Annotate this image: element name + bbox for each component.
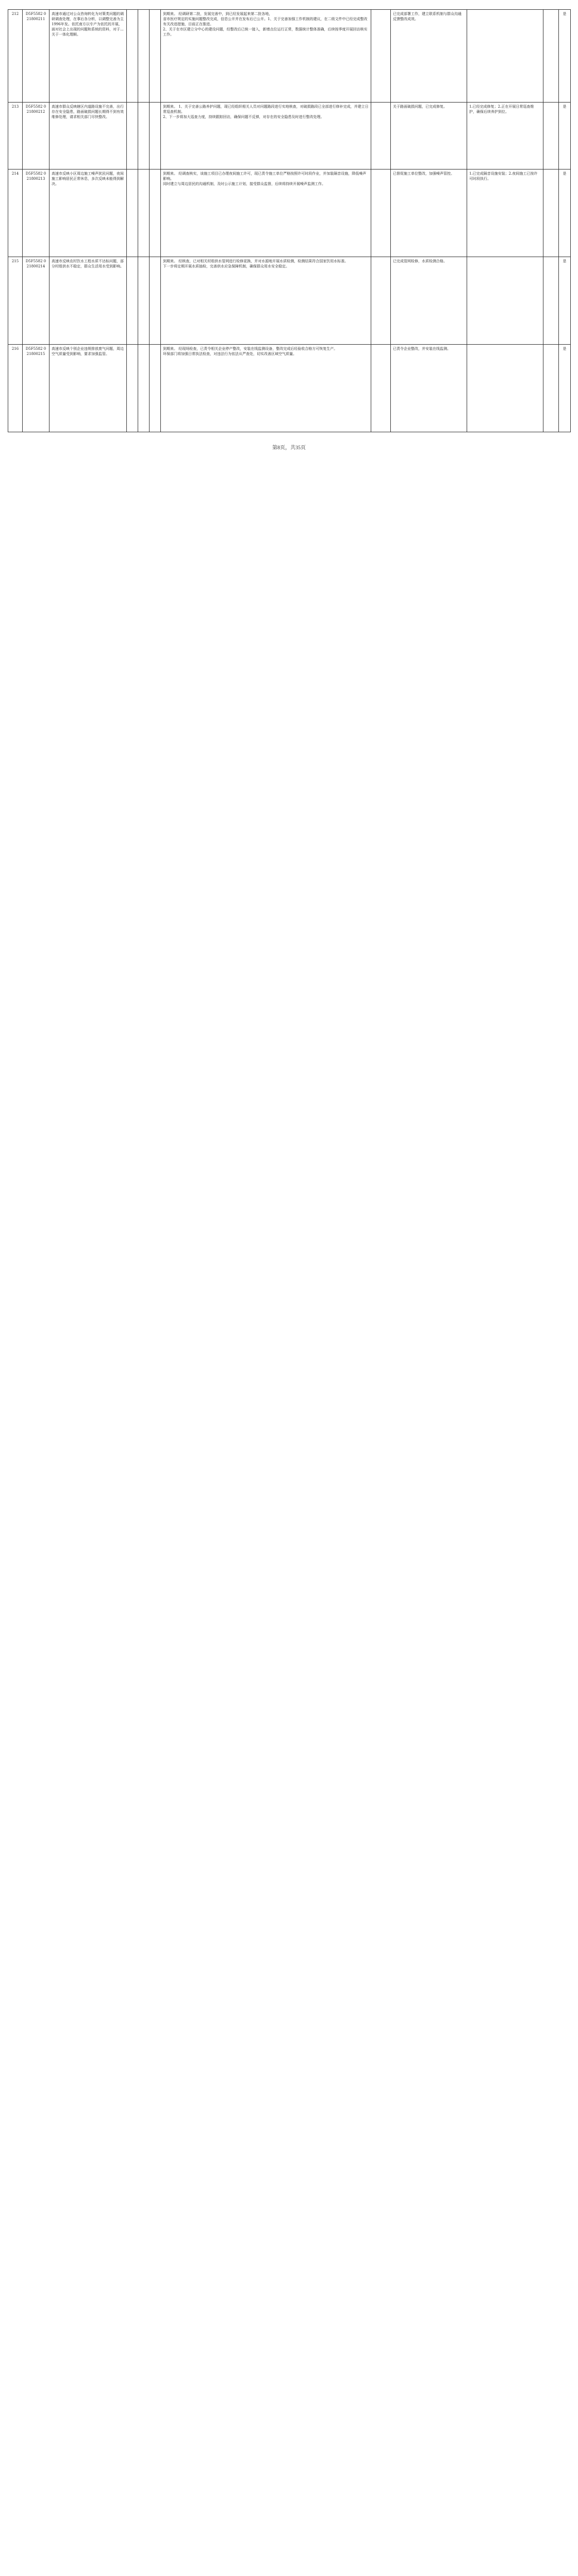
status-cell [138, 170, 150, 257]
response-paragraph: 环保部门将加强日常执法检查，对违法行为依法从严查处，切实改善区域空气质量。 [163, 352, 296, 356]
type-cell [150, 10, 161, 103]
response-paragraph: 到期来。 经核查，已对相关村组供水管网进行检修更换，并对水源地开展水质检测，检测结果符合国家饮用水标准。 [163, 259, 349, 263]
interim-flag [127, 10, 138, 103]
case-title: 高速市通过对公众咨询转化为对策类问题的调研调查处理，在事后各分析，以调整完善为主1996年发。依托南方以专产为依托的开展，面对社会上出现的问题和系统的资料，对于...关于一体化理顺。 [49, 10, 127, 103]
case-code: D5F5582 021800214 [23, 257, 49, 345]
response-paragraph: 到期来。 1、关于完善公路养护问题，现已经组织相关人员对问题路段进行实地核查，对破损路段已全部进行修补完成，并建立日常巡查机制。 [163, 105, 369, 114]
report-table [8, 9, 571, 432]
extra-cell [543, 170, 559, 257]
case-title: 高速市群众反映辖区内道路设施不完善，出行存在安全隐患，路面破损问题长期得不到有效维修处理，请求相关部门尽快整改。 [49, 103, 127, 170]
result-cell: 1.已经完成修复；2.正在开展日常巡查维护，确保后续养护到位。 [467, 103, 543, 170]
type-cell [150, 257, 161, 345]
extra-cell [543, 257, 559, 345]
result-cell [467, 10, 543, 103]
measure-cell: 已督促施工单位整改，加强噪声管控。 [391, 170, 467, 257]
completion-cell: 是 [559, 170, 571, 257]
interim-flag [127, 103, 138, 170]
completion-cell: 是 [559, 10, 571, 103]
table-row [8, 10, 571, 103]
type-cell [150, 345, 161, 432]
interim-flag [127, 170, 138, 257]
type-cell [150, 103, 161, 170]
department-cell [371, 345, 391, 432]
row-number: 214 [8, 170, 23, 257]
completion-cell: 是 [559, 257, 571, 345]
extra-cell [543, 10, 559, 103]
case-title: 高速市反映个别企业违规排放废气问题，周边空气质量受到影响，要求加强监管。 [49, 345, 127, 432]
case-code: D5F5582 021800212 [23, 103, 49, 170]
response-paragraph: 同时建立与周边居民的沟通机制，及时公示施工计划，接受群众监督，后续将持续开展噪声监测工作。 [163, 182, 325, 186]
page-footer: 第8页，共35页 [272, 445, 306, 451]
row-number: 216 [8, 345, 23, 432]
measure-cell: 已完成管网检修，水质检测合格。 [391, 257, 467, 345]
interim-flag [127, 257, 138, 345]
response-body [161, 103, 371, 170]
table-row [8, 103, 571, 170]
case-title: 高速市反映小区周边施工噪声扰民问题，夜间施工影响居民正常休息，多次反映未能得到解决。 [49, 170, 127, 257]
table-row [8, 345, 571, 432]
completion-cell: 是 [559, 103, 571, 170]
response-paragraph: 2、关于在市区建立分中心的建设问题，经整改后已统一接入，新增点位运行正常，数据统计整体准确，后续按季度开展回访核实工作。 [163, 27, 368, 37]
case-title: 高速市反映农村饮水工程水质不达标问题，部分村组供水不稳定，群众生活用水受到影响。 [49, 257, 127, 345]
interim-flag [127, 345, 138, 432]
table-row [8, 257, 571, 345]
result-cell [467, 257, 543, 345]
department-cell [371, 103, 391, 170]
status-cell [138, 257, 150, 345]
measure-cell: 已责令企业整改，并安装在线监测。 [391, 345, 467, 432]
response-paragraph: 到期来。 经调查核实，该施工项目已办理夜间施工许可，现已责令施工单位严格按照许可时段作业，并加装隔音设施，降低噪声影响。 [163, 172, 367, 181]
response-paragraph: 到期来。 经现场检查，已责令相关企业停产整改，安装在线监测设备，整改完成后经验收合格方可恢复生产。 [163, 347, 338, 351]
status-cell [138, 345, 150, 432]
case-code: D5F5582 021800211 [23, 10, 49, 103]
completion-cell: 是 [559, 345, 571, 432]
response-paragraph: 下一步将定期开展水质抽检，完善供水应急保障机制，确保群众用水安全稳定。 [163, 264, 289, 268]
measure-cell: 关于路面破损问题，已完成修复。 [391, 103, 467, 170]
result-cell [467, 345, 543, 432]
department-cell [371, 170, 391, 257]
response-paragraph: 2、下一步将加大巡查力度，持续跟踪回访，确保问题不反弹，对存在的安全隐患及时进行整改处理。 [163, 115, 324, 119]
type-cell [150, 170, 161, 257]
response-paragraph: 到期来。 经调研第二批，发展完善中，到已经发展起来第二批各地， [163, 12, 273, 16]
row-number: 213 [8, 103, 23, 170]
row-number: 215 [8, 257, 23, 345]
measure-cell: 已完成部署工作，建立联系机制与群众沟通反馈整改成效。 [391, 10, 467, 103]
result-cell: 1.已完成隔音设施安装；2.夜间施工已按许可时段执行。 [467, 170, 543, 257]
extra-cell [543, 345, 559, 432]
extra-cell [543, 103, 559, 170]
status-cell [138, 103, 150, 170]
department-cell [371, 257, 391, 345]
response-body [161, 10, 371, 103]
response-body [161, 257, 371, 345]
response-body [161, 345, 371, 432]
department-cell [371, 10, 391, 103]
status-cell [138, 10, 150, 103]
case-code: D5F5582 021800215 [23, 345, 49, 432]
response-body [161, 170, 371, 257]
case-code: D5F5582 021800213 [23, 170, 49, 257]
table-row [8, 170, 571, 257]
row-number: 212 [8, 10, 23, 103]
response-paragraph: 省市医疗规定的实施问题整改完成，信息公开并在发布后已公开。1、关于完善加强工作机制的建议，在二级文件中已经完成整改有关改进措施，目前正在推进。 [163, 17, 368, 26]
